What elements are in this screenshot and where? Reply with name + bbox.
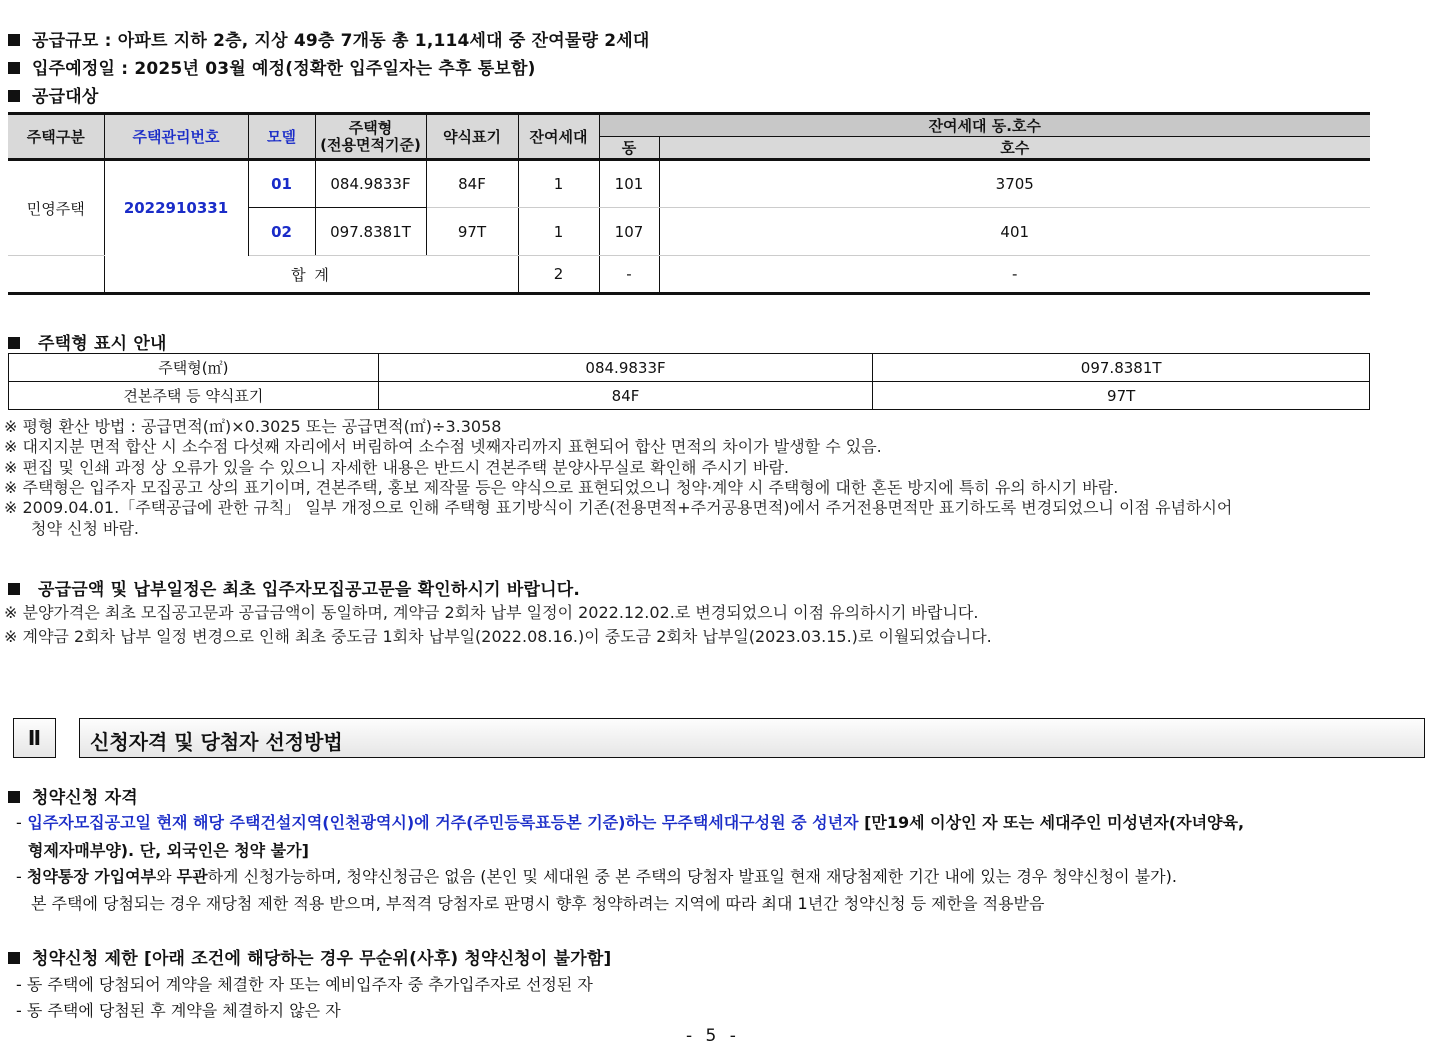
indicator-table — [8, 353, 1370, 410]
house-type-sublabel: (전용면적기준) — [320, 135, 421, 154]
abbr-cell: 97T — [426, 208, 518, 256]
supply-scale-text: 공급규모 : 아파트 지하 2층, 지상 49층 7개동 총 1,114세대 중 잔여물량 2세대 — [32, 31, 650, 51]
total-remaining: 2 — [518, 256, 599, 294]
model-cell: 02 — [248, 208, 315, 256]
chapter-number-box — [13, 718, 56, 758]
col-header-unit-group: 잔여세대 동.호수 — [599, 114, 1370, 137]
supply-table — [8, 112, 1370, 295]
total-empty-cell — [8, 256, 104, 294]
move-in-text: 입주예정일 : 2025년 03월 예정(정확한 입주일자는 추후 통보함) — [32, 59, 536, 79]
col-header-mgmt-no: 주택관리번호 — [104, 114, 248, 160]
col-header-house-type — [315, 114, 426, 160]
eligibility-line-2 — [16, 864, 1177, 887]
table-row — [9, 354, 1370, 382]
total-dong: - — [599, 256, 659, 294]
mgmt-number-cell: 2022910331 — [104, 160, 248, 256]
square-bullet-icon — [8, 583, 20, 595]
ho-cell: 401 — [659, 208, 1370, 256]
eligibility-highlight: 입주자모집공고일 현재 해당 주택건설지역(인천광역시)에 거주(주민등록표등본 기준)하는 무주택세대구성원 중 성년자 — [27, 813, 859, 832]
col-header-ho: 호수 — [659, 137, 1370, 160]
eligibility-age-rule: [만19세 이상인 자 또는 세대주인 미성년자(자녀양육, — [864, 813, 1245, 832]
price-note: ※ 분양가격은 최초 모집공고문과 공급금액이 동일하며, 계약금 2회차 납부 일정이 2022.12.02.로 변경되었으니 이점 유의하시기 바랍니다. — [4, 603, 979, 622]
indicator-value-cell: 84F — [378, 382, 873, 410]
table-row — [9, 382, 1370, 410]
col-header-model: 모델 — [248, 114, 315, 160]
price-note: ※ 계약금 2회차 납부 일정 변경으로 인해 최초 중도금 1회차 납부일(2022.08.16.)이 중도금 2회차 납부일(2023.03.15.)로 이월되었습니다. — [4, 627, 992, 646]
note-line: ※ 대지지분 면적 합산 시 소수점 다섯째 자리에서 버림하여 소수점 넷째자리까지 표현되어 합산 면적의 차이가 발생할 수 있음. — [4, 437, 882, 456]
page-number: - 5 - — [686, 1026, 740, 1046]
total-ho: - — [1012, 265, 1018, 283]
restriction-item: - 동 주택에 당첨된 후 계약을 체결하지 않은 자 — [16, 1001, 341, 1020]
note-line-continued: 청약 신청 바람. — [31, 519, 139, 538]
square-bullet-icon — [8, 791, 20, 803]
price-title — [8, 575, 580, 600]
account-bold: 청약통장 가입여부 — [26, 867, 157, 886]
eligibility-line-1 — [16, 810, 1244, 833]
remaining-cell: 1 — [518, 208, 599, 256]
dash: - — [16, 867, 22, 886]
dong-cell: 107 — [599, 208, 659, 256]
dong-cell: 101 — [599, 160, 659, 208]
ho-cell: 3705 — [659, 160, 1370, 208]
indicator-label-cell: 주택형(㎡) — [9, 354, 379, 382]
square-bullet-icon — [8, 90, 20, 102]
eligibility-line-1-cont: 형제자매부양). 단, 외국인은 청약 불가] — [28, 841, 309, 860]
restriction-title — [8, 944, 612, 969]
chapter-title: 신청자격 및 당첨자 선정방법 — [90, 730, 343, 754]
dash: - — [16, 813, 22, 832]
chapter-number: Ⅱ — [27, 726, 42, 750]
indicator-value-cell: 084.9833F — [378, 354, 873, 382]
remaining-cell: 1 — [518, 160, 599, 208]
restriction-item: - 동 주택에 당첨되어 계약을 체결한 자 또는 예비입주자 중 추가입주자로 선정된 자 — [16, 975, 593, 994]
total-label: 합 계 — [104, 256, 518, 294]
note-line: ※ 주택형은 입주자 모집공고 상의 표기이며, 견본주택, 홍보 제작물 등은 약식으로 표현되었으니 청약·계약 시 주택형에 대한 혼돈 방지에 특히 유의 하시기 바람. — [4, 478, 1119, 497]
house-kind-cell: 민영주택 — [8, 160, 104, 256]
supply-target-line — [8, 82, 99, 107]
square-bullet-icon — [8, 337, 20, 349]
square-bullet-icon — [8, 62, 20, 74]
indicator-value-cell: 97T — [873, 382, 1370, 410]
col-header-remaining: 잔여세대 — [518, 114, 599, 160]
note-line: ※ 편집 및 인쇄 과정 상 오류가 있을 수 있으니 자세한 내용은 반드시 견본주택 분양사무실로 확인해 주시기 바람. — [4, 458, 790, 477]
square-bullet-icon — [8, 952, 20, 964]
total-row — [8, 256, 1370, 294]
table-row — [8, 160, 1370, 208]
supply-target-text: 공급대상 — [32, 87, 99, 107]
price-title-text: 공급금액 및 납부일정은 최초 입주자모집공고문을 확인하시기 바랍니다. — [38, 580, 581, 600]
indicator-title — [8, 329, 167, 354]
house-type-cell: 084.9833F — [315, 160, 426, 208]
chapter-title-box — [79, 718, 1425, 758]
restriction-title-text: 청약신청 제한 [아래 조건에 해당하는 경우 무순위(사후) 청약신청이 불가함] — [32, 949, 612, 969]
move-in-line — [8, 54, 536, 79]
indicator-value-cell: 097.8381T — [873, 354, 1370, 382]
eligibility-line-2-cont: 본 주택에 당첨되는 경우 재당첨 제한 적용 받으며, 부적격 당첨자로 판명시 향후 청약하려는 지역에 따라 최대 1년간 청약신청 등 제한을 적용받음 — [31, 894, 1045, 913]
eligibility-title-text: 청약신청 자격 — [32, 788, 138, 808]
model-cell: 01 — [248, 160, 315, 208]
eligibility-rest: 하게 신청가능하며, 청약신청금은 없음 (본인 및 세대원 중 본 주택의 당첨자 발표일 현재 재당첨제한 기간 내에 있는 경우 청약신청이 불가). — [207, 867, 1177, 886]
col-header-abbr: 약식표기 — [426, 114, 518, 160]
house-type-cell: 097.8381T — [315, 208, 426, 256]
col-header-dong: 동 — [599, 137, 659, 160]
note-line: ※ 평형 환산 방법 : 공급면적(㎡)×0.3025 또는 공급면적(㎡)÷3.3058 — [4, 417, 502, 436]
supply-scale-line — [8, 26, 650, 51]
connector: 와 — [156, 867, 172, 886]
indicator-title-text: 주택형 표시 안내 — [38, 334, 167, 354]
square-bullet-icon — [8, 34, 20, 46]
abbr-cell: 84F — [426, 160, 518, 208]
col-header-type: 주택구분 — [8, 114, 104, 160]
eligibility-title — [8, 783, 138, 808]
indicator-label-cell: 견본주택 등 약식표기 — [9, 382, 379, 410]
irrelevant-bold: 무관 — [176, 867, 208, 886]
note-line: ※ 2009.04.01.「주택공급에 관한 규칙」 일부 개정으로 인해 주택형 표기방식이 기존(전용면적+주거공용면적)에서 주거전용면적만 표기하도록 변경되었으니 이점 유념하시어 — [4, 498, 1233, 517]
house-type-label: 주택형 — [348, 118, 393, 137]
